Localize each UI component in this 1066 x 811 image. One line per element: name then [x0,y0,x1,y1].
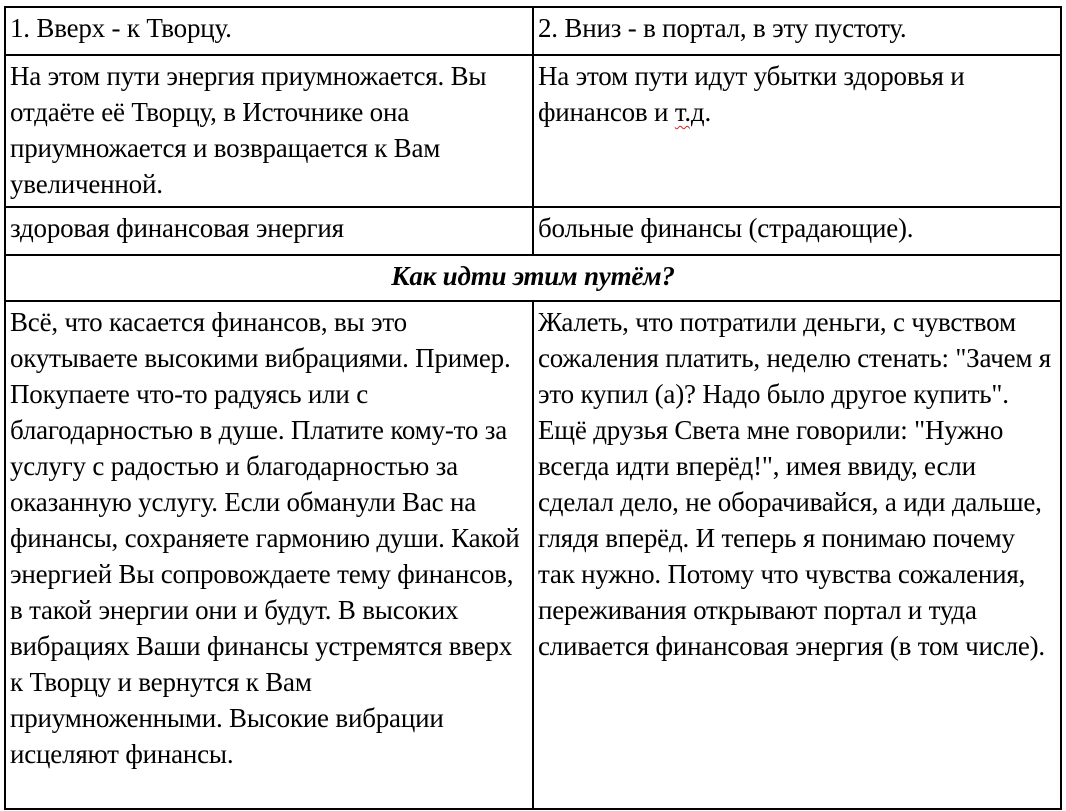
down-description-end: . [704,97,712,127]
section-header-text: Как идти этим путём? [391,261,675,291]
table-row-details [5,301,1061,809]
down-details-text: Жалеть, что потратили деньги, с чувством сожаления платить, неделю стенать: "Зачем я это купил (а)? Надо было другое купить". Ещё друзья Света мне говорили: "Нужно всегда идти вперёд!", имея ввиду, если сделал дело, не оборачивайся, а иди дальше, глядя вперёд. И теперь я понимаю почему так нужно. Потому что чувства сожаления, переживания открывают портал и туда сливается финансовая энергия (в том числе). [538,307,1052,661]
table-row-paths [5,7,1061,55]
document-table [4,6,1062,810]
path-up-text: 1. Вверх - к Творцу. [10,13,232,43]
cell-path-down [533,7,1061,55]
cell-down-description [533,55,1061,207]
healthy-energy-text: здоровая финансовая энергия [10,213,344,243]
down-description-text: На этом пути идут убытки здоровья и финансов и [538,61,965,127]
table-row-descriptions [5,55,1061,207]
cell-sick-finances [533,207,1061,255]
table-row-header [5,255,1061,301]
spellcheck-marked-word: т.д [674,97,705,127]
up-details-text: Всё, что касается финансов, вы это окутываете высокими вибрациями. Пример. Покупаете что-то радуясь или с благодарностью в душе. Платите кому-то за услугу с радостью и благодарностью за оказанную услугу. Если обманули Вас на финансы, сохраняете гармонию души. Какой энергией Вы сопровождаете тему финансов, в такой энергии они и будут. В высоких вибрациях Ваши финансы устремятся вверх к Творцу и вернутся к Вам приумноженными. Высокие вибрации исцеляют финансы. [10,307,520,769]
cell-healthy-energy [5,207,533,255]
cell-section-header [5,255,1061,301]
table-row-energy [5,207,1061,255]
up-description-text: На этом пути энергия приумножается. Вы отдаёте её Творцу, в Источнике она приумножается и возвращается к Вам увеличенной. [10,61,487,199]
cell-up-description [5,55,533,207]
sick-finances-text: больные финансы (страдающие). [538,213,914,243]
cell-up-details [5,301,533,809]
cell-path-up [5,7,533,55]
cell-down-details [533,301,1061,809]
path-down-text: 2. Вниз - в портал, в эту пустоту. [538,13,907,43]
